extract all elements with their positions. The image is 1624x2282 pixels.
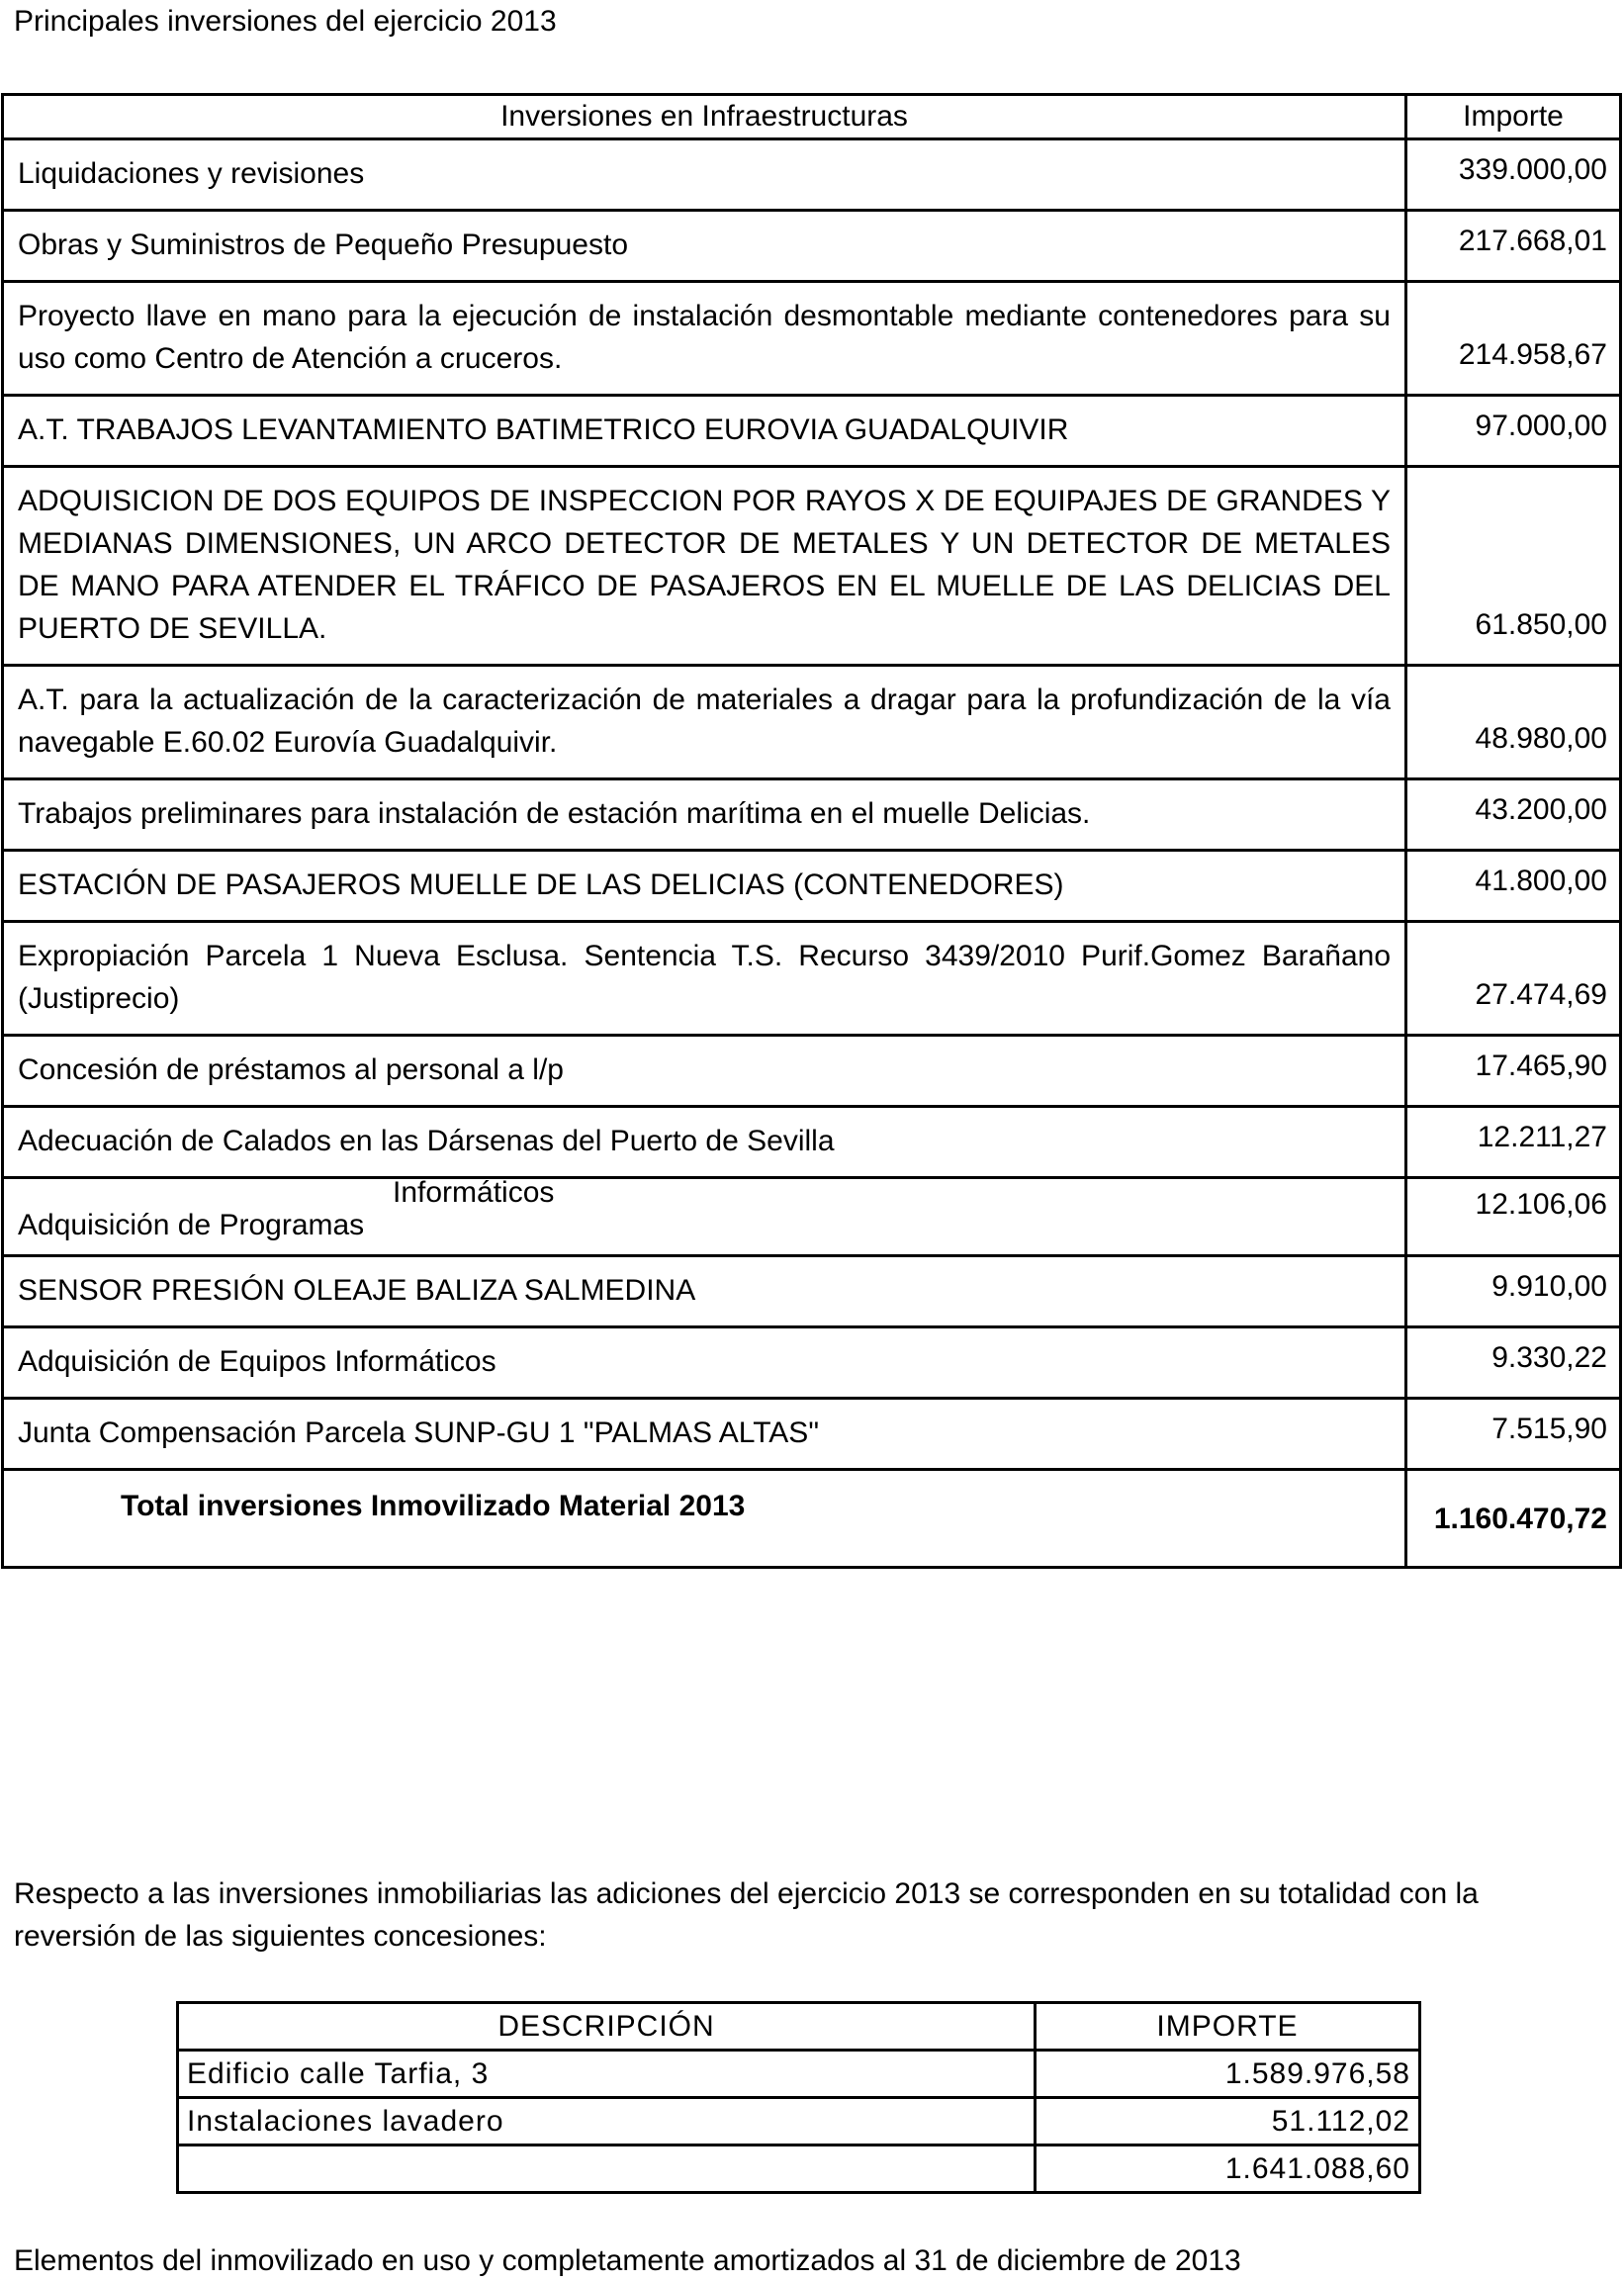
- row-amount: 1.589.976,58: [1036, 2051, 1420, 2098]
- row-description: ADQUISICION DE DOS EQUIPOS DE INSPECCION POR RAYOS X DE EQUIPAJES DE GRANDES Y MEDIANAS DIMENSIONES, UN ARCO DETECTOR DE METALES Y UN DETECTOR DE METALES DE MANO PARA ATENDER EL TRÁFICO DE PASAJEROS EN EL MUELLE DE LAS DELICIAS DEL PUERTO DE SEVILLA.: [3, 467, 1406, 666]
- table-row: [3, 1256, 1621, 1327]
- row-amount: 9.910,00: [1406, 1256, 1621, 1327]
- table-row: [3, 851, 1621, 922]
- table-row: [3, 666, 1621, 779]
- table-row: [3, 779, 1621, 851]
- row-amount: 43.200,00: [1406, 779, 1621, 851]
- row-amount: 214.958,67: [1406, 282, 1621, 396]
- row-description: Proyecto llave en mano para la ejecución de instalación desmontable mediante contenedores para su uso como Centro de Atención a cruceros.: [3, 282, 1406, 396]
- row-description: SENSOR PRESIÓN OLEAJE BALIZA SALMEDINA: [3, 1256, 1406, 1327]
- table-row: [178, 2145, 1420, 2193]
- row-amount: 12.106,06: [1406, 1178, 1621, 1256]
- table-row: [178, 2051, 1420, 2098]
- total-label: Total inversiones Inmovilizado Material 2013: [3, 1470, 1406, 1568]
- row-description: Junta Compensación Parcela SUNP-GU 1 "PALMAS ALTAS": [3, 1399, 1406, 1470]
- reversions-table: [176, 2001, 1421, 2194]
- row-description: A.T. para la actualización de la caracterización de materiales a dragar para la profundización de la vía navegable E.60.02 Eurovía Guadalquivir.: [3, 666, 1406, 779]
- intro-paragraph: Respecto a las inversiones inmobiliarias las adiciones del ejercicio 2013 se corresponden en su totalidad con la reversión de las siguientes concesiones:: [14, 1877, 1479, 1953]
- table-row: [3, 396, 1621, 467]
- row-amount: 17.465,90: [1406, 1036, 1621, 1107]
- row-description: Adquisición de Equipos Informáticos: [3, 1327, 1406, 1399]
- row-description: [3, 1178, 1406, 1256]
- row-amount: 41.800,00: [1406, 851, 1621, 922]
- row-description: Obras y Suministros de Pequeño Presupuesto: [3, 211, 1406, 282]
- row-description: [178, 2145, 1036, 2193]
- row-amount: 12.211,27: [1406, 1107, 1621, 1178]
- row-amount: 339.000,00: [1406, 139, 1621, 211]
- table-row: [3, 139, 1621, 211]
- total-row: [3, 1470, 1621, 1568]
- row-description: Edificio calle Tarfia, 3: [178, 2051, 1036, 2098]
- table-row: [3, 1327, 1621, 1399]
- row-amount: 48.980,00: [1406, 666, 1621, 779]
- header-amount: IMPORTE: [1036, 2003, 1420, 2051]
- investments-header-row: [3, 95, 1621, 139]
- row-description-part-b: Informáticos: [393, 1176, 555, 1209]
- row-description: Expropiación Parcela 1 Nueva Esclusa. Sentencia T.S. Recurso 3439/2010 Purif.Gomez Barañano (Justiprecio): [3, 922, 1406, 1036]
- row-description-split: [18, 1176, 1391, 1246]
- header-description: DESCRIPCIÓN: [178, 2003, 1036, 2051]
- row-description: Liquidaciones y revisiones: [3, 139, 1406, 211]
- table-row: [178, 2098, 1420, 2145]
- total-amount: 1.160.470,72: [1406, 1470, 1621, 1568]
- table-row: [3, 1399, 1621, 1470]
- row-amount: 217.668,01: [1406, 211, 1621, 282]
- row-amount: 9.330,22: [1406, 1327, 1621, 1399]
- row-amount: 97.000,00: [1406, 396, 1621, 467]
- row-amount: 1.641.088,60: [1036, 2145, 1420, 2193]
- table-row: [3, 1036, 1621, 1107]
- row-amount: 51.112,02: [1036, 2098, 1420, 2145]
- bottom-paragraph: Elementos del inmovilizado en uso y completamente amortizados al 31 de diciembre de 2013: [14, 2244, 1241, 2277]
- row-description-part-a: Adquisición de Programas: [18, 1209, 365, 1241]
- table-row: [3, 467, 1621, 666]
- row-amount: 7.515,90: [1406, 1399, 1621, 1470]
- row-amount: 61.850,00: [1406, 467, 1621, 666]
- table-row: [3, 1107, 1621, 1178]
- row-description: Trabajos preliminares para instalación de estación marítima en el muelle Delicias.: [3, 779, 1406, 851]
- table-row: [3, 922, 1621, 1036]
- row-amount: 27.474,69: [1406, 922, 1621, 1036]
- row-description: ESTACIÓN DE PASAJEROS MUELLE DE LAS DELICIAS (CONTENEDORES): [3, 851, 1406, 922]
- row-description: A.T. TRABAJOS LEVANTAMIENTO BATIMETRICO EUROVIA GUADALQUIVIR: [3, 396, 1406, 467]
- header-description: Inversiones en Infraestructuras: [3, 95, 1406, 139]
- row-description: Adecuación de Calados en las Dársenas del Puerto de Sevilla: [3, 1107, 1406, 1178]
- table-row: [3, 211, 1621, 282]
- investments-table: [1, 93, 1622, 1569]
- header-amount: Importe: [1406, 95, 1621, 139]
- row-description: Concesión de préstamos al personal a l/p: [3, 1036, 1406, 1107]
- page-title: Principales inversiones del ejercicio 2013: [14, 5, 557, 38]
- reversions-header-row: [178, 2003, 1420, 2051]
- row-description: Instalaciones lavadero: [178, 2098, 1036, 2145]
- table-row: [3, 282, 1621, 396]
- table-row: [3, 1178, 1621, 1256]
